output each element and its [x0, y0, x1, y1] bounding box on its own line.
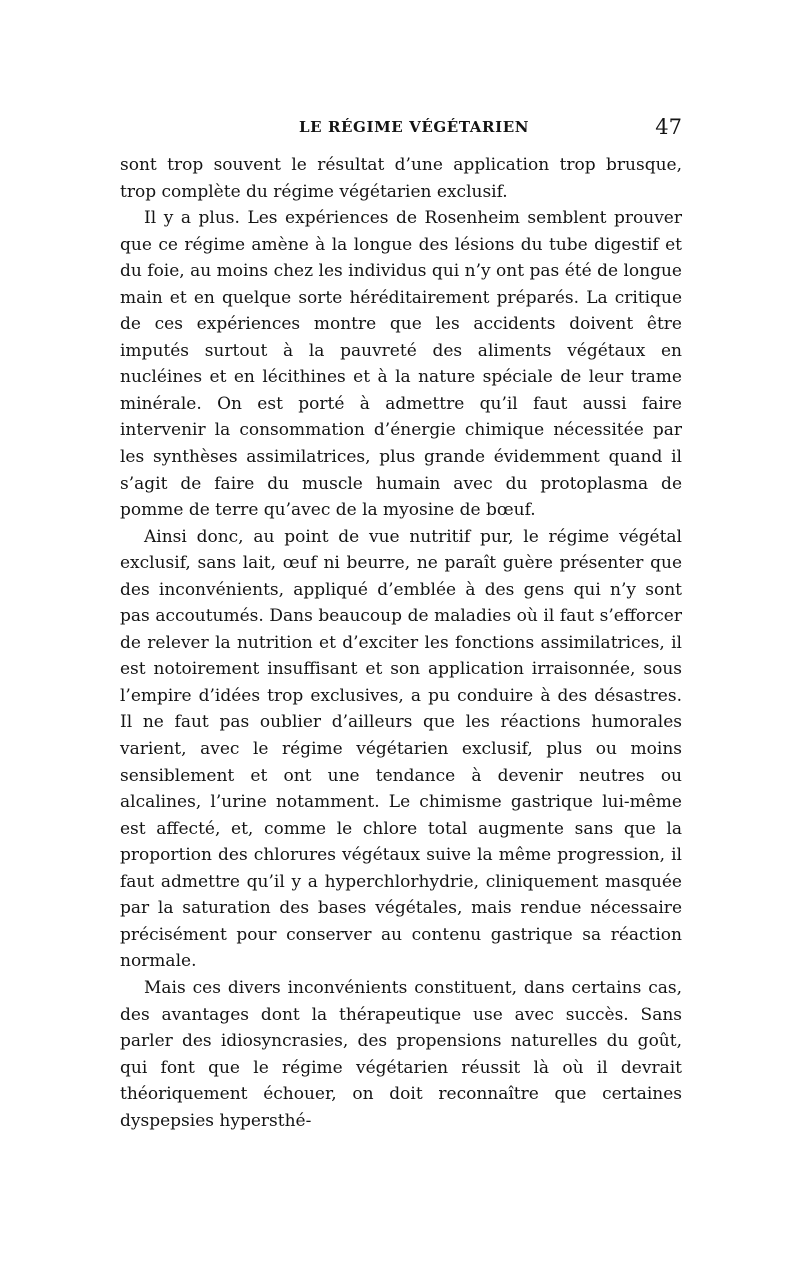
paragraph-mais-ces: Mais ces divers inconvénients constituent, dans certains cas, des avantages dont la thérapeutique use avec succès. Sans parler des idiosyncrasies, des propensions naturelles du goût, qui font que le régime végétarien réussit là où il devrait théoriquement échouer, on doit reconnaître que certaines dyspepsies hypersthé- — [120, 977, 682, 1131]
paragraph-continuation: sont trop souvent le résultat d’une application trop brusque, trop complète du régime végétarien exclusif. — [120, 155, 682, 202]
page-header — [120, 116, 682, 142]
paragraph-rosenheim: Il y a plus. Les expériences de Rosenheim semblent prouver que ce régime amène à la longue des lésions du tube digestif et du foie, au moins chez les individus qui n’y ont pas été de longue main et en quelque sorte héréditairement préparés. La critique de ces expériences montre que les accidents doivent être imputés surtout à la pauvreté des aliments végétaux en nucléines et en lécithines et à la nature spéciale de leur trame minérale. On est porté à admettre qu’il faut aussi faire intervenir la consommation d’énergie chimique nécessitée par les synthèses assimilatrices, plus grande évidemment quand il s’agit de faire du muscle humain avec du protoplasma de pomme de terre qu’avec de la myosine de bœuf. — [120, 208, 682, 521]
page-number: 47 — [655, 115, 682, 139]
running-title: LE RÉGIME VÉGÉTARIEN — [298, 118, 530, 136]
body-text — [120, 152, 682, 1134]
paragraph-ainsi-donc: Ainsi donc, au point de vue nutritif pur, le régime végétal exclusif, sans lait, œuf ni beurre, ne paraît guère présenter que des inconvénients, appliqué d’emblée à des gens qui n’y sont pas accoutumés. Dans beaucoup de maladies où il faut s’efforcer de relever la nutrition et d’exciter les fonctions assimilatrices, il est notoirement insuffisant et son application irraisonnée, sous l’empire d’idées trop exclusives, a pu conduire à des désastres. Il ne faut pas oublier d’ailleurs que les réactions humorales varient, avec le régime végétarien exclusif, plus ou moins sensiblement et ont une tendance à devenir neutres ou alcalines, l’urine notamment. Le chimisme gastrique lui-même est affecté, et, comme le chlore total augmente sans que la proportion des chlorures végétaux suive la même progression, il faut admettre qu’il y a hyperchlorhydrie, cliniquement masquée par la saturation des bases végétales, mais rendue nécessaire précisément pour conserver au contenu gastrique sa réaction normale. — [120, 526, 682, 972]
